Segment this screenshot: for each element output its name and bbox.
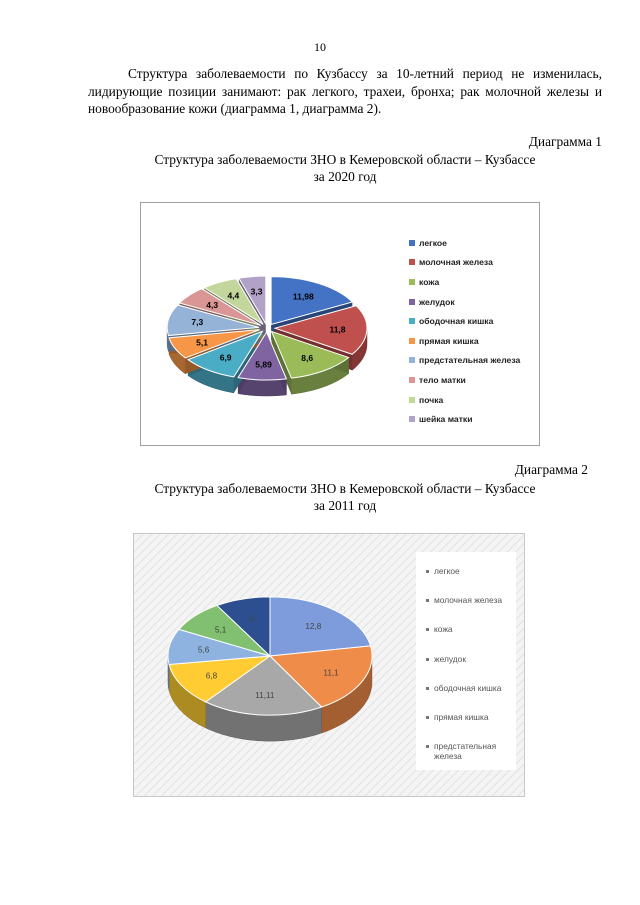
chart-2-legend-item-ободочная-кишка xyxy=(426,683,512,712)
chart-2-legend-item-легкое xyxy=(426,566,512,595)
chart-1-legend-swatch xyxy=(409,416,415,422)
chart-2-legend-item-предстательная-железа xyxy=(426,741,512,770)
chart-2-legend-label: желудок xyxy=(434,653,466,664)
chart-1-legend-label: ободочная кишка xyxy=(419,316,494,327)
chart-2-data-label-предстательная-железа: 5 xyxy=(249,614,255,624)
chart-1-data-label-шейка-матки: 3,3 xyxy=(250,286,263,297)
chart-1-legend-label: тело матки xyxy=(419,374,466,385)
chart-2-legend-label: легкое xyxy=(434,566,460,576)
chart-2-legend-swatch xyxy=(426,745,429,748)
chart-1-legend-label: почка xyxy=(419,394,444,405)
chart-2-legend-label: прямая кишка xyxy=(434,711,489,722)
chart-1-legend-swatch xyxy=(409,377,415,383)
chart-1 xyxy=(140,202,540,446)
chart-2-title xyxy=(88,480,602,514)
chart-1-legend-item-молочная-железа xyxy=(409,253,520,273)
chart-2-legend-label: молочная железа xyxy=(434,595,503,606)
chart-2-data-label-прямая-кишка: 5,1 xyxy=(214,625,227,635)
chart-2-legend-item-кожа xyxy=(426,624,512,653)
chart-1-data-label-легкое: 11,98 xyxy=(292,291,314,302)
chart-1-legend-label: предстательная железа xyxy=(419,355,521,366)
chart-1-legend-label: кожа xyxy=(419,276,440,287)
chart-1-data-label-тело-матки: 4,3 xyxy=(206,299,219,310)
chart-2-legend xyxy=(426,566,512,770)
chart-2-legend-item-прямая-кишка xyxy=(426,712,512,741)
chart-1-legend-label: шейка матки xyxy=(419,414,473,425)
chart-2-data-label-ободочная-кишка: 5,6 xyxy=(197,645,210,655)
chart-1-legend-item-кожа xyxy=(409,272,520,292)
chart-1-legend-label: легкое xyxy=(419,237,447,248)
chart-2-legend-swatch xyxy=(426,599,429,602)
chart-2-data-label-молочная-железа: 11,1 xyxy=(323,668,339,678)
chart-2-legend-label: кожа xyxy=(434,624,453,635)
chart-1-legend-item-ободочная-кишка xyxy=(409,311,520,331)
chart-1-legend-swatch xyxy=(409,338,415,344)
chart-1-legend-item-почка xyxy=(409,390,520,410)
chart-1-legend-swatch xyxy=(409,397,415,403)
chart-2-legend-label: предстательная железа xyxy=(434,741,497,762)
chart-2-legend-item-желудок xyxy=(426,654,512,683)
chart-1-legend-label: прямая кишка xyxy=(419,335,479,346)
chart-1-legend-swatch xyxy=(409,240,415,246)
chart-1-legend-item-тело-матки xyxy=(409,370,520,390)
chart-2-legend-swatch xyxy=(426,628,429,631)
chart-1-data-label-прямая-кишка: 5,1 xyxy=(196,337,208,348)
intro-paragraph: Структура заболеваемости по Кузбассу за 10-летний период не изменилась, лидирующие позиции занимают: рак легкого, трахеи, бронха; рак молочной железы и новообразование кожи (диаграмма 1, диаграмма 2). xyxy=(88,66,602,116)
diagram-1-label: Диаграмма 1 xyxy=(528,134,602,149)
chart-2-legend-swatch xyxy=(426,687,429,690)
chart-1-data-label-предстательная-железа: 7,3 xyxy=(191,317,204,328)
chart-1-legend-swatch xyxy=(409,279,415,285)
chart-1-data-label-ободочная-кишка: 6,9 xyxy=(219,352,232,363)
chart-1-title-line1: Структура заболеваемости ЗНО в Кемеровской области – Кузбассе xyxy=(154,152,536,167)
chart-2-data-label-желудок: 6,8 xyxy=(205,671,218,681)
chart-1-legend-swatch xyxy=(409,259,415,265)
chart-1-legend-item-желудок xyxy=(409,292,520,312)
chart-1-legend xyxy=(409,233,520,429)
chart-1-legend-item-шейка-матки xyxy=(409,409,520,429)
chart-2 xyxy=(133,533,525,797)
chart-2-data-label-легкое: 12,8 xyxy=(305,622,322,632)
chart-1-legend-label: молочная железа xyxy=(419,257,493,268)
chart-1-legend-label: желудок xyxy=(419,296,455,307)
chart-1-data-label-молочная-железа: 11,8 xyxy=(329,324,346,335)
chart-2-legend-label: ободочная кишка xyxy=(434,682,502,693)
chart-1-legend-item-легкое xyxy=(409,233,520,253)
chart-2-title-line2: за 2011 год xyxy=(313,498,377,513)
chart-2-legend-swatch xyxy=(426,716,429,719)
chart-1-legend-item-предстательная-железа xyxy=(409,351,520,371)
chart-2-legend-swatch xyxy=(426,658,429,661)
chart-1-data-label-почка: 4,4 xyxy=(227,290,240,301)
chart-2-legend-item-молочная-железа xyxy=(426,595,512,624)
chart-1-title xyxy=(88,151,602,185)
chart-2-data-label-кожа: 11,11 xyxy=(255,690,275,700)
chart-2-title-line1: Структура заболеваемости ЗНО в Кемеровской области – Кузбассе xyxy=(154,481,536,496)
diagram-2-label: Диаграмма 2 xyxy=(514,462,588,477)
chart-1-legend-item-прямая-кишка xyxy=(409,331,520,351)
chart-1-legend-swatch xyxy=(409,318,415,324)
page-number: 10 xyxy=(314,40,326,54)
chart-1-legend-swatch xyxy=(409,299,415,305)
chart-1-title-line2: за 2020 год xyxy=(313,169,377,184)
chart-1-data-label-кожа: 8,6 xyxy=(301,353,314,364)
chart-2-legend-swatch xyxy=(426,570,429,573)
chart-1-legend-swatch xyxy=(409,357,415,363)
chart-1-data-label-желудок: 5,89 xyxy=(255,359,272,370)
